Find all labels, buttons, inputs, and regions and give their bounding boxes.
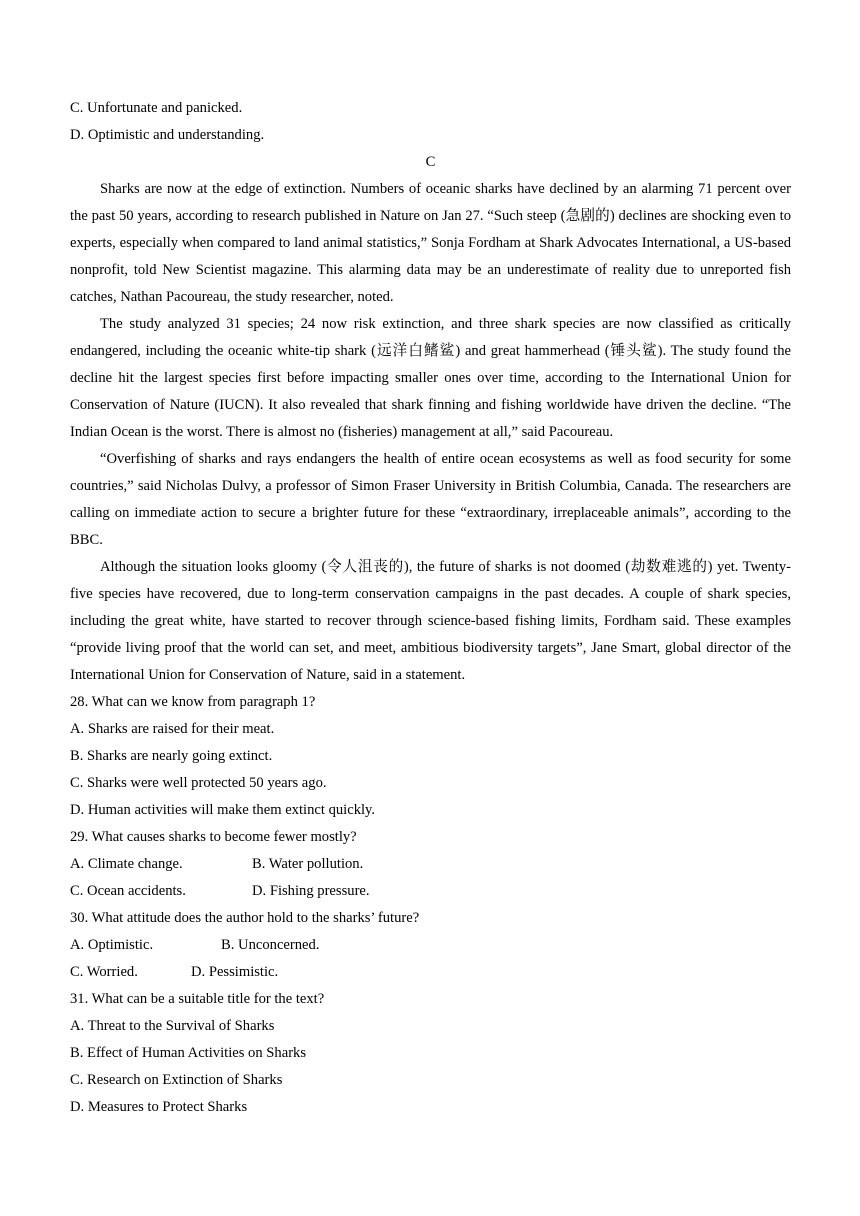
option-c: C. Ocean accidents.	[70, 883, 186, 899]
passage-paragraph-2: The study analyzed 31 species; 24 now risk extinction, and three shark species are now classified as critically endangered, including the oceanic white-tip shark (远洋白鳍鲨) and great hammerhead (锤头鲨). The study found the decline hit the largest species first before impacting smaller ones over time, according to the International Union for Conservation of Nature (IUCN). It also revealed that shark finning and fishing worldwide have driven the decline. “The Indian Ocean is the worst. There is almost no (fisheries) management at all,” said Pacoureau.	[70, 316, 791, 440]
option-c: C. Research on Extinction of Sharks	[70, 1072, 283, 1088]
question-31	[70, 986, 791, 1121]
option-d: D. Fishing pressure.	[252, 883, 370, 899]
option-a: A. Optimistic.	[70, 937, 154, 953]
option-b: B. Effect of Human Activities on Sharks	[70, 1045, 307, 1061]
option-row	[70, 932, 791, 959]
previous-option-c: C. Unfortunate and panicked.	[70, 100, 243, 116]
question-28	[70, 689, 791, 824]
question-30	[70, 905, 791, 986]
option-row	[70, 959, 791, 986]
option-a: A. Sharks are raised for their meat.	[70, 721, 275, 737]
question-stem: 28. What can we know from paragraph 1?	[70, 694, 316, 710]
page-content	[70, 95, 791, 1121]
option-a: A. Threat to the Survival of Sharks	[70, 1018, 275, 1034]
passage-paragraph-1: Sharks are now at the edge of extinction. Numbers of oceanic sharks have declined by an alarming 71 percent over the past 50 years, according to research published in Nature on Jan 27. “Such steep (急剧的) declines are shocking even to experts, especially when compared to land animal statistics,” Sonja Fordham at Shark Advocates International, a US-based nonprofit, told New Scientist magazine. This alarming data may be an underestimate of reality due to unreported fish catches, Nathan Pacoureau, the study researcher, noted.	[70, 181, 791, 305]
section-label: C	[425, 154, 436, 170]
option-b: B. Sharks are nearly going extinct.	[70, 748, 273, 764]
previous-option-d: D. Optimistic and understanding.	[70, 127, 265, 143]
question-stem: 29. What causes sharks to become fewer mostly?	[70, 829, 357, 845]
option-b: B. Water pollution.	[252, 856, 364, 872]
option-a: A. Climate change.	[70, 856, 183, 872]
option-row	[70, 851, 791, 878]
option-d: D. Measures to Protect Sharks	[70, 1099, 248, 1115]
question-29	[70, 824, 791, 905]
option-d: D. Human activities will make them extinct quickly.	[70, 802, 376, 818]
option-row	[70, 878, 791, 905]
option-d: D. Pessimistic.	[191, 964, 279, 980]
passage-paragraph-3: “Overfishing of sharks and rays endangers the health of entire ocean ecosystems as well as food security for some countries,” said Nicholas Dulvy, a professor of Simon Fraser University in British Columbia, Canada. The researchers are calling on immediate action to secure a brighter future for these “extraordinary, irreplaceable animals”, according to the BBC.	[70, 451, 791, 548]
question-stem: 31. What can be a suitable title for the text?	[70, 991, 325, 1007]
question-stem: 30. What attitude does the author hold to the sharks’ future?	[70, 910, 420, 926]
passage-paragraph-4: Although the situation looks gloomy (令人沮丧的), the future of sharks is not doomed (劫数难逃的) yet. Twenty-five species have recovered, due to long-term conservation campaigns in the past decades. A couple of shark species, including the great white, have started to recover through science-based fishing limits, Fordham said. These examples “provide living proof that the world can set, and meet, ambitious biodiversity targets”, Jane Smart, global director of the International Union for Conservation of Nature, said in a statement.	[70, 559, 791, 683]
option-b: B. Unconcerned.	[221, 937, 320, 953]
option-c: C. Sharks were well protected 50 years ago.	[70, 775, 327, 791]
option-c: C. Worried.	[70, 964, 138, 980]
